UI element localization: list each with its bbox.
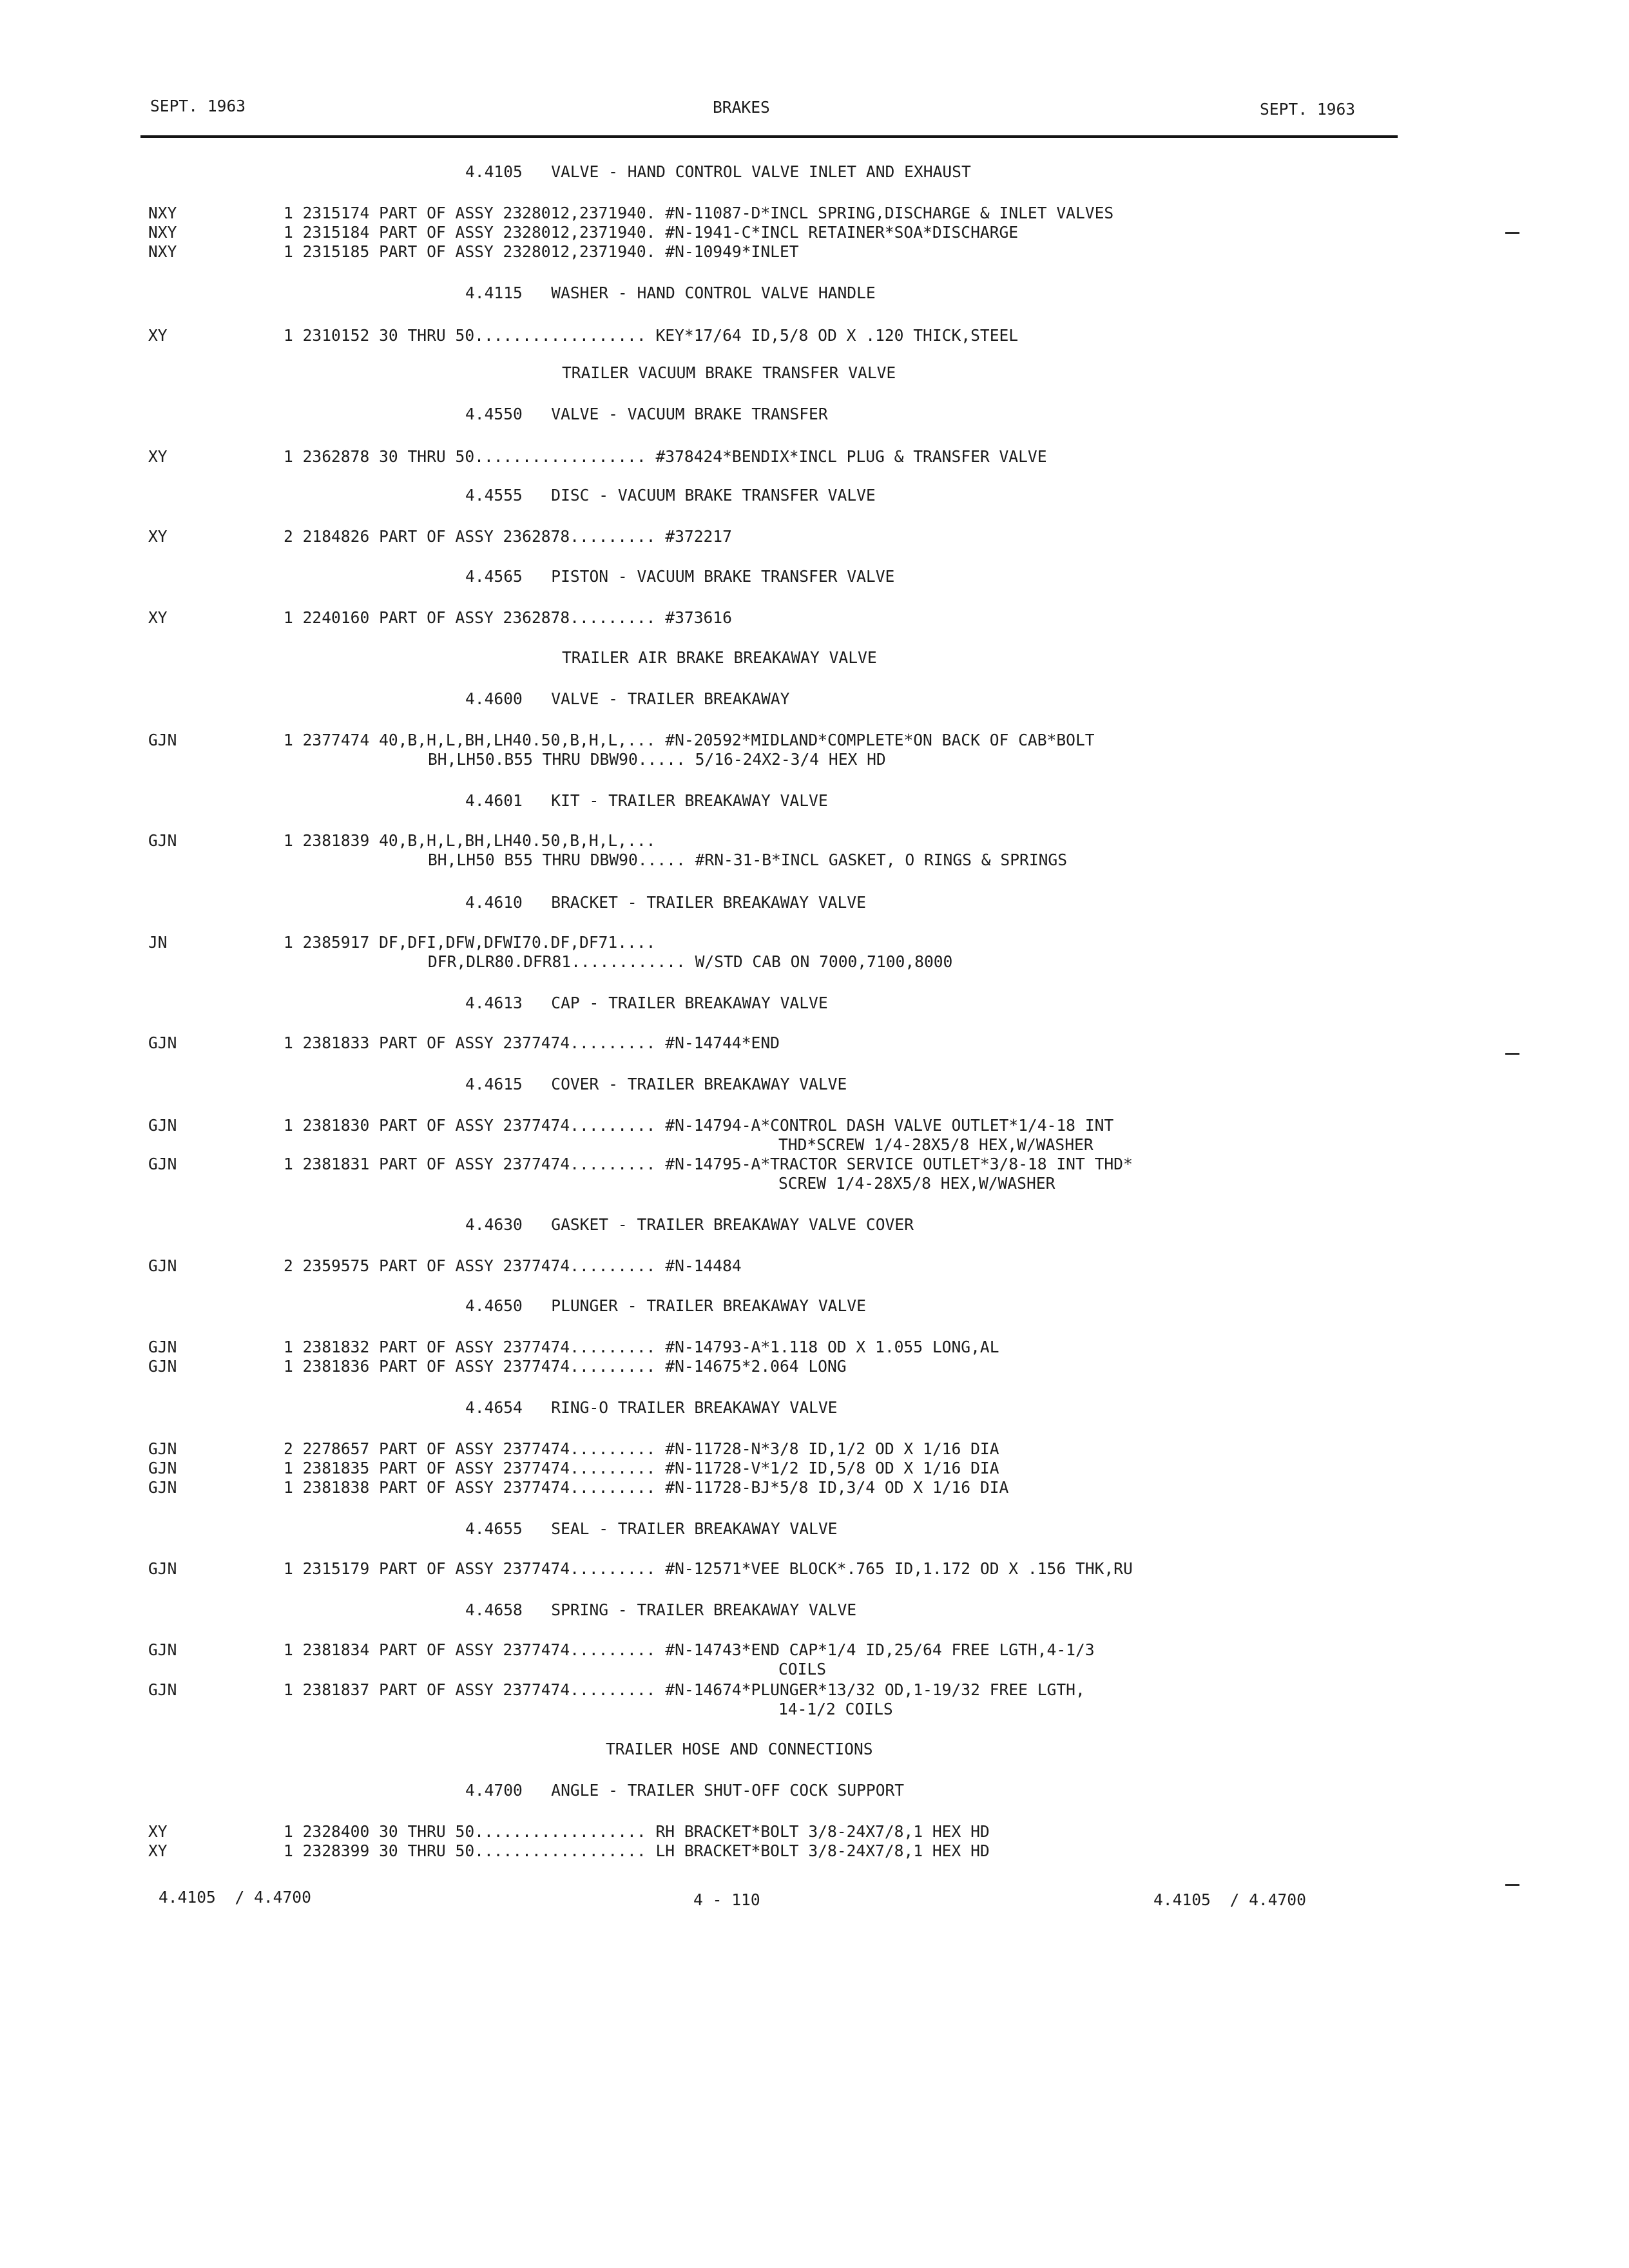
part-entry: 1 2381834 PART OF ASSY 2377474......... #N-14743*END CAP*1/4 ID,25/64 FREE LGTH,4-1/3: [284, 1640, 1095, 1659]
model-code: GJN: [148, 1439, 177, 1458]
model-code: GJN: [148, 831, 177, 850]
section-heading: 4.4565 PISTON - VACUUM BRAKE TRANSFER VALVE: [465, 567, 895, 586]
section-heading: 4.4613 CAP - TRAILER BREAKAWAY VALVE: [465, 994, 828, 1012]
section-heading: 4.4655 SEAL - TRAILER BREAKAWAY VALVE: [465, 1519, 838, 1538]
part-entry-continuation: 14-1/2 COILS: [778, 1700, 893, 1718]
model-code: GJN: [148, 1559, 177, 1578]
part-entry-continuation: BH,LH50 B55 THRU DBW90..... #RN-31-B*INCL GASKET, O RINGS & SPRINGS: [428, 850, 1068, 869]
footer-page-number: 4 - 110: [693, 1890, 760, 1909]
header-title: BRAKES: [713, 98, 770, 117]
header-date-left: SEPT. 1963: [150, 97, 246, 115]
part-entry: 1 2377474 40,B,H,L,BH,LH40.50,B,H,L,... #N-20592*MIDLAND*COMPLETE*ON BACK OF CAB*BOLT: [284, 731, 1095, 749]
part-entry: 1 2315184 PART OF ASSY 2328012,2371940. #N-1941-C*INCL RETAINER*SOA*DISCHARGE: [284, 223, 1019, 242]
part-entry: 1 2381832 PART OF ASSY 2377474......... #N-14793-A*1.118 OD X 1.055 LONG,AL: [284, 1338, 999, 1356]
group-heading: TRAILER HOSE AND CONNECTIONS: [606, 1740, 873, 1758]
footer-range-right: 4.4105 / 4.4700: [1153, 1890, 1306, 1909]
model-code: NXY: [148, 204, 177, 222]
part-entry-continuation: THD*SCREW 1/4-28X5/8 HEX,W/WASHER: [778, 1135, 1094, 1154]
part-entry: 1 2381836 PART OF ASSY 2377474......... #N-14675*2.064 LONG: [284, 1357, 847, 1376]
part-entry: 1 2381830 PART OF ASSY 2377474......... #N-14794-A*CONTROL DASH VALVE OUTLET*1/4-18 INT: [284, 1116, 1114, 1135]
part-entry: 1 2315179 PART OF ASSY 2377474......... #N-12571*VEE BLOCK*.765 ID,1.172 OD X .156 THK,RU: [284, 1559, 1133, 1578]
model-code: GJN: [148, 1680, 177, 1699]
part-entry: 1 2310152 30 THRU 50.................. KEY*17/64 ID,5/8 OD X .120 THICK,STEEL: [284, 326, 1019, 345]
part-entry: 2 2359575 PART OF ASSY 2377474......... #N-14484: [284, 1256, 742, 1275]
model-code: XY: [148, 527, 168, 546]
model-code: XY: [148, 1822, 168, 1841]
model-code: JN: [148, 933, 168, 952]
section-heading: 4.4105 VALVE - HAND CONTROL VALVE INLET AND EXHAUST: [465, 162, 971, 181]
model-code: GJN: [148, 1459, 177, 1477]
margin-tick-mark: [1505, 1053, 1519, 1055]
footer-range-left: 4.4105 / 4.4700: [159, 1888, 311, 1907]
part-entry: 1 2328399 30 THRU 50.................. LH BRACKET*BOLT 3/8-24X7/8,1 HEX HD: [284, 1841, 990, 1860]
model-code: GJN: [148, 1478, 177, 1497]
section-heading: 4.4654 RING-O TRAILER BREAKAWAY VALVE: [465, 1398, 838, 1417]
margin-tick-mark: [1505, 1884, 1519, 1886]
section-heading: 4.4615 COVER - TRAILER BREAKAWAY VALVE: [465, 1075, 847, 1093]
header-date-right: SEPT. 1963: [1260, 100, 1356, 119]
part-entry: 1 2381833 PART OF ASSY 2377474......... #N-14744*END: [284, 1033, 780, 1052]
section-heading: 4.4555 DISC - VACUUM BRAKE TRANSFER VALVE: [465, 486, 876, 505]
margin-tick-mark: [1505, 232, 1519, 234]
model-code: NXY: [148, 223, 177, 242]
model-code: GJN: [148, 1256, 177, 1275]
part-entry: 1 2328400 30 THRU 50.................. RH BRACKET*BOLT 3/8-24X7/8,1 HEX HD: [284, 1822, 990, 1841]
section-heading: 4.4550 VALVE - VACUUM BRAKE TRANSFER: [465, 405, 828, 423]
header-rule: [140, 135, 1398, 138]
part-entry-continuation: COILS: [778, 1660, 827, 1678]
model-code: GJN: [148, 1357, 177, 1376]
part-entry: 1 2385917 DF,DFI,DFW,DFWI70.DF,DF71....: [284, 933, 656, 952]
model-code: XY: [148, 608, 168, 627]
model-code: GJN: [148, 1155, 177, 1173]
part-entry: 1 2362878 30 THRU 50.................. #378424*BENDIX*INCL PLUG & TRANSFER VALVE: [284, 447, 1047, 466]
model-code: GJN: [148, 1640, 177, 1659]
part-entry-continuation: SCREW 1/4-28X5/8 HEX,W/WASHER: [778, 1174, 1055, 1193]
section-heading: 4.4630 GASKET - TRAILER BREAKAWAY VALVE COVER: [465, 1215, 914, 1234]
section-heading: 4.4650 PLUNGER - TRAILER BREAKAWAY VALVE: [465, 1296, 866, 1315]
section-heading: 4.4700 ANGLE - TRAILER SHUT-OFF COCK SUPPORT: [465, 1781, 905, 1800]
part-entry: 1 2240160 PART OF ASSY 2362878......... #373616: [284, 608, 732, 627]
part-entry: 2 2184826 PART OF ASSY 2362878......... #372217: [284, 527, 732, 546]
part-entry-continuation: DFR,DLR80.DFR81............ W/STD CAB ON 7000,7100,8000: [428, 952, 953, 971]
model-code: GJN: [148, 1033, 177, 1052]
model-code: GJN: [148, 1338, 177, 1356]
part-entry: 1 2381835 PART OF ASSY 2377474......... #N-11728-V*1/2 ID,5/8 OD X 1/16 DIA: [284, 1459, 999, 1477]
group-heading: TRAILER VACUUM BRAKE TRANSFER VALVE: [562, 363, 896, 382]
section-heading: 4.4658 SPRING - TRAILER BREAKAWAY VALVE: [465, 1600, 857, 1619]
model-code: XY: [148, 326, 168, 345]
model-code: GJN: [148, 1116, 177, 1135]
part-entry-continuation: BH,LH50.B55 THRU DBW90..... 5/16-24X2-3/4 HEX HD: [428, 750, 886, 769]
section-heading: 4.4610 BRACKET - TRAILER BREAKAWAY VALVE: [465, 893, 866, 912]
section-heading: 4.4601 KIT - TRAILER BREAKAWAY VALVE: [465, 791, 828, 810]
section-heading: 4.4600 VALVE - TRAILER BREAKAWAY: [465, 689, 790, 708]
part-entry: 1 2381831 PART OF ASSY 2377474......... #N-14795-A*TRACTOR SERVICE OUTLET*3/8-18 INT THD*: [284, 1155, 1133, 1173]
part-entry: 1 2381839 40,B,H,L,BH,LH40.50,B,H,L,...: [284, 831, 656, 850]
part-entry: 1 2315174 PART OF ASSY 2328012,2371940. #N-11087-D*INCL SPRING,DISCHARGE & INLET VALVES: [284, 204, 1114, 222]
model-code: XY: [148, 1841, 168, 1860]
model-code: GJN: [148, 731, 177, 749]
model-code: NXY: [148, 242, 177, 261]
model-code: XY: [148, 447, 168, 466]
part-entry: 1 2381838 PART OF ASSY 2377474......... #N-11728-BJ*5/8 ID,3/4 OD X 1/16 DIA: [284, 1478, 1009, 1497]
part-entry: 1 2381837 PART OF ASSY 2377474......... #N-14674*PLUNGER*13/32 OD,1-19/32 FREE LGTH,: [284, 1680, 1085, 1699]
part-entry: 1 2315185 PART OF ASSY 2328012,2371940. #N-10949*INLET: [284, 242, 799, 261]
group-heading: TRAILER AIR BRAKE BREAKAWAY VALVE: [562, 648, 877, 667]
section-heading: 4.4115 WASHER - HAND CONTROL VALVE HANDLE: [465, 284, 876, 302]
part-entry: 2 2278657 PART OF ASSY 2377474......... #N-11728-N*3/8 ID,1/2 OD X 1/16 DIA: [284, 1439, 999, 1458]
